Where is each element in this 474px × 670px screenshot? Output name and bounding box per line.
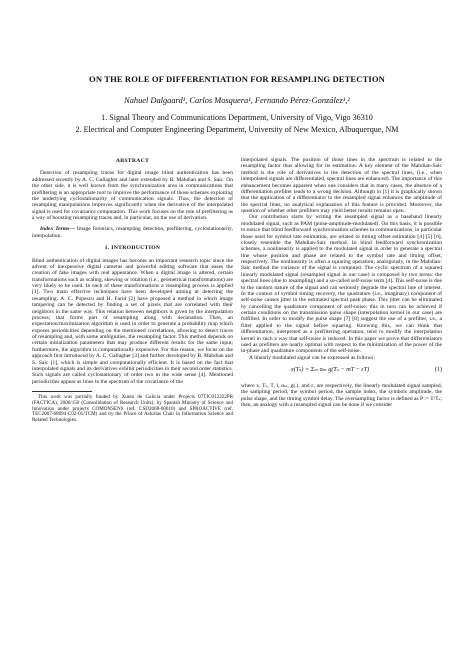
author-list: Nahuel Dalgaard¹, Carlos Mosquera¹, Fernando Pérez-González¹,² <box>124 96 350 105</box>
right-paragraph-4: where x, Tₛ, T, l, αₘ, g(.), and ε, are respectively, the linearly modulated signal sampled, the sampling period, the symbol period, the sample index, the symbols amplitude, the pulse shape, and the timing symbol delay. The oversampling factor is defined as P := T/Tₛ; then, an analogy with a resampled signal can be done if we consider <box>241 383 442 409</box>
paper-title: ON THE ROLE OF DIFFERENTIATION FOR RESAMPLING DETECTION <box>89 74 385 84</box>
funding-footnote: This work was partially funded by Xunta de Galicia under Projects 07TIC012322PR (FACTICA), 2006/150 (Consolidation of Research Units), by Spanish Ministry of Science and Innovation under projects COMONSENS (ref. CSD2008-00010) and SPROACTIVE (ref. TEC2007-68094-C02-01/TCM) and by the Prince of Asturias Chair in Information Science and Related Technologies. <box>32 394 233 424</box>
right-paragraph-3: A linearly modulated signal can be expressed as follows: <box>249 354 376 361</box>
affiliation-1: 1. Signal Theory and Communications Department, University of Vigo, Vigo 36310 <box>101 113 373 122</box>
equation-body: x(Tₛ) = Σₘ αₘ g(Tₛ − mT − εT) <box>291 366 370 373</box>
affiliation-2: 2. Electrical and Computer Engineering Department, University of New Mexico, Albuquerque, NM <box>75 125 399 134</box>
right-paragraph-2: Our contribution starts by writing the resampled signal as a baseband linearly modulated signal, such as PAM (pulse-amplitude-modulated). On this basis, it is possible to notice that blind feedforward synchronization schemes in communications, in particular those used for symbol rate estimation, are related to timing offset estimation [4] [5] [6], closely resemble the Mahdian-Saic method. In blind feedforward synchronization schemes, a nonlinearity is applied to the modulated signal in order to generate a spectral line whose position and phase are related to the symbol rate and timing offset, respectively. The nonlinearity is often a squaring operation; analogously, in the Mahdian-Saic method the variance of the signal is computed. The cyclic spectrum of a squared linearly modulated signal (resampled signal in our case) is composed by two terms: the spectral lines (due to resampling) and a so-called self-noise term [4]. This self-noise is due to the random nature of the signal and can seriously degrade the spectral line of interest. In the context of symbol timing recovery, the quadrature (i.e., imaginary) component of self-noise causes jitter in the estimated spectral peak phase. This jitter can be eliminated by cancelling the quadrature component of self-noise; this in turn can be achieved if certain conditions on the transmission pulse shape (interpolation kernel in our case) are fulfilled. In order to modify the pulse shape [7] [8] suggest the use of a prefilter, i.e., a filter applied to the signal before squaring. Knowing this, we can think that differentiation, interpreted as a prefiltering operation, tend to modify the interpolation kernel in such a way that self-noise is reduced. In this paper we prove that differentiators used as prefilters are nearly optimal with respect to the minimization of the power of the in-phase and quadrature components of the self-noise. <box>241 214 442 355</box>
equation-number: (1) <box>435 367 442 373</box>
footnote-rule <box>32 391 92 392</box>
index-terms-label: Index Terms— <box>40 226 75 233</box>
right-paragraph-1: interpolated signals. The position of those lines in the spectrum is related to the resampling factor thus allowing for its estimation. A key element of the Mahdian-Saic method is the role of derivatives in the detection of the spectral lines, (i.e., when interpolated signals are differentiated, spectral lines are enhanced). The importance of this enhancement becomes apparent when one considers that in many cases, the absence of a differentiation prefilter leads to a wrong decision. Although in [1] it is graphically shown that the application of a differentiator to the resampled signal enhances the amplitude of the spectral lines, no analytical explanation of this feature is provided. Moreover, the question of whether other prefilters may yield better results remains open. <box>241 157 442 214</box>
abstract-text: Detection of resampling traces for digital image blind authentication has been addressed recently by A. C. Gallagher and later extended by B. Mahdian and S. Saic. On the other side, it is well known from the synchronization area in communications that prefiltering is an appropriate tool to improve the performance of those schemes exploiting the underlying cyclostationarity of communication signals. Thus, the detection of resampling manipulations improves significantly when the derivative of the interpolated signal is used for covariance computation. This work focuses on the role of prefiltering as a way of boosting resampling traces and, in particular, on the use of derivation. <box>32 170 233 221</box>
abstract-heading: ABSTRACT <box>115 158 150 164</box>
equation-1 <box>241 364 442 380</box>
introduction-heading: 1. INTRODUCTION <box>104 245 161 252</box>
introduction-text: Blind authentication of digital images has become an important research topic since the advent of inexpensive digital cameras and powerful editing software that eases the creation of fake images with real appearance. When a digital image is altered, certain transformations such as scaling, skewing or rotation (i.e., geometrical transformations) are very likely to be used. In each of these transformations a resampling process is applied [1]. Two main effective techniques have been developed aiming at detecting the resampling. A. C. Popescu and H. Farid [2] have proposed a method in which image tampering can be detected by finding a set of pixels that are correlated with their neighbors in the same way. This relation between neighbors is given by the interpolation process; that forms part of resampling along with decimation. Then, an expectation/maximization algorithm is used in order to generate a probability map which exposes periodicities depending on the mentioned correlations, allowing to detect traces of resampling and, with some ambiguities, the resampling factor. This method depends on certain initialization parameters that may produce different results for the same input; furthermore, the algorithm is computationally expensive. For this reason, we focus on the approach first introduced by A. C. Gallagher [3] and further developed by B. Mahdian and S. Saic [1], which is simple and computationally efficient. It is based on the fact that interpolated signals and its derivatives exhibit periodicities in their second order statistics. Such signals are called cyclostationary of order two in the wide sense [4]. Mentioned periodicities appear as lines in the spectrum of the covariance of the <box>32 257 233 385</box>
left-column <box>32 158 233 424</box>
right-column <box>241 157 442 409</box>
index-terms <box>32 226 233 239</box>
index-terms-text: Image forensics, resampling detection, prefiltering, cyclostationarity, interpolation. <box>32 226 233 239</box>
